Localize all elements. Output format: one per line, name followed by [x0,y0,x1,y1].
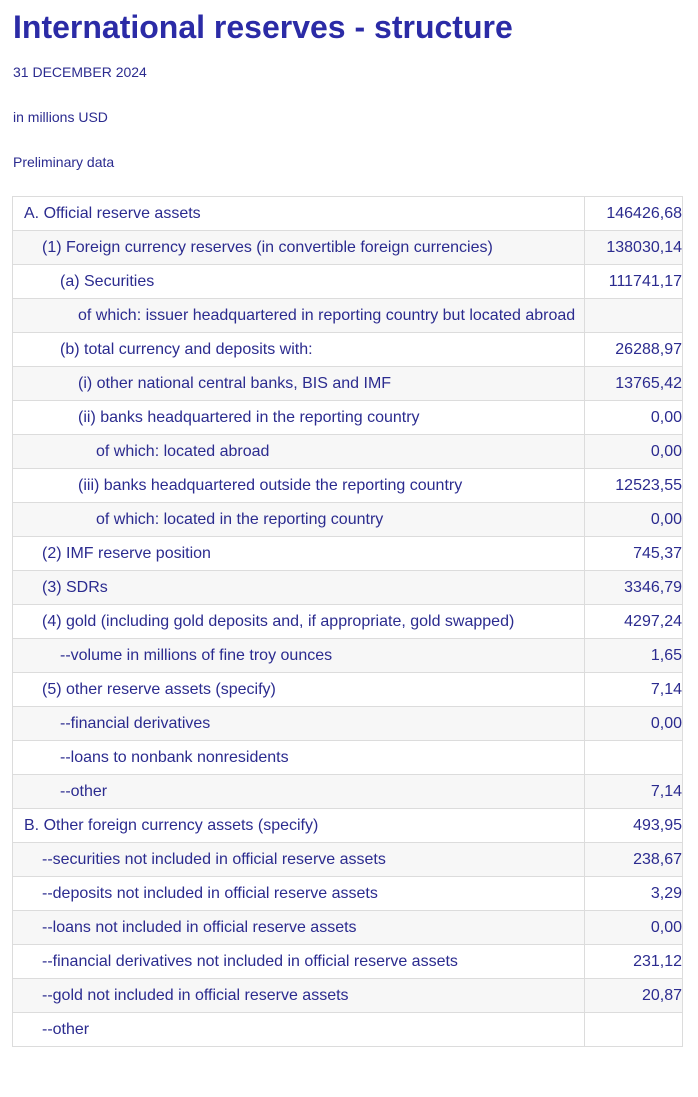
row-label: A. Official reserve assets [13,197,585,231]
row-value: 0,00 [585,707,683,741]
reserves-table-body [13,197,683,1047]
row-label: --volume in millions of fine troy ounces [13,639,585,673]
row-label: --other [13,775,585,809]
table-row [13,673,683,707]
preliminary-note: Preliminary data [13,154,115,170]
row-value: 13765,42 [585,367,683,401]
row-value: 146426,68 [585,197,683,231]
table-row [13,571,683,605]
row-value: 0,00 [585,911,683,945]
row-label: B. Other foreign currency assets (specify) [13,809,585,843]
row-label: (1) Foreign currency reserves (in convertible foreign currencies) [13,231,585,265]
table-row [13,537,683,571]
row-value: 20,87 [585,979,683,1013]
row-label: (5) other reserve assets (specify) [13,673,585,707]
row-label: (ii) banks headquartered in the reporting country [13,401,585,435]
table-row [13,469,683,503]
row-value: 238,67 [585,843,683,877]
row-label: (iii) banks headquartered outside the reporting country [13,469,585,503]
row-label: --financial derivatives [13,707,585,741]
table-row [13,503,683,537]
row-value: 12523,55 [585,469,683,503]
row-value: 26288,97 [585,333,683,367]
row-value: 7,14 [585,775,683,809]
row-label: (2) IMF reserve position [13,537,585,571]
row-label: (i) other national central banks, BIS and IMF [13,367,585,401]
table-row [13,741,683,775]
table-row [13,979,683,1013]
row-label: --loans to nonbank nonresidents [13,741,585,775]
table-row [13,843,683,877]
table-row [13,1013,683,1047]
row-label: (4) gold (including gold deposits and, if appropriate, gold swapped) [13,605,585,639]
table-row [13,333,683,367]
table-row [13,367,683,401]
row-value: 111741,17 [585,265,683,299]
row-label: --other [13,1013,585,1047]
row-value: 1,65 [585,639,683,673]
row-label: of which: located in the reporting country [13,503,585,537]
row-label: (a) Securities [13,265,585,299]
row-value: 745,37 [585,537,683,571]
unit-note: in millions USD [13,109,108,125]
table-row [13,265,683,299]
row-value: 3346,79 [585,571,683,605]
table-row [13,435,683,469]
row-value: 7,14 [585,673,683,707]
row-label: (3) SDRs [13,571,585,605]
table-row [13,707,683,741]
table-row [13,299,683,333]
row-label: of which: located abroad [13,435,585,469]
row-label: --securities not included in official reserve assets [13,843,585,877]
row-value: 138030,14 [585,231,683,265]
row-label: --financial derivatives not included in official reserve assets [13,945,585,979]
table-row [13,605,683,639]
row-value [585,299,683,333]
table-row [13,945,683,979]
row-label: --loans not included in official reserve assets [13,911,585,945]
page-title: International reserves - structure [13,9,513,45]
table-row [13,401,683,435]
row-value: 4297,24 [585,605,683,639]
report-date: 31 DECEMBER 2024 [13,64,147,80]
reserves-table [12,196,683,1047]
row-label: of which: issuer headquartered in reporting country but located abroad [13,299,585,333]
row-label: --deposits not included in official reserve assets [13,877,585,911]
row-value [585,741,683,775]
table-row [13,911,683,945]
row-value: 0,00 [585,401,683,435]
row-value: 3,29 [585,877,683,911]
table-row [13,197,683,231]
table-row [13,877,683,911]
table-row [13,775,683,809]
row-value: 0,00 [585,435,683,469]
row-value: 231,12 [585,945,683,979]
row-label: --gold not included in official reserve assets [13,979,585,1013]
table-row [13,809,683,843]
row-value: 0,00 [585,503,683,537]
table-row [13,231,683,265]
row-value: 493,95 [585,809,683,843]
table-row [13,639,683,673]
row-label: (b) total currency and deposits with: [13,333,585,367]
row-value [585,1013,683,1047]
